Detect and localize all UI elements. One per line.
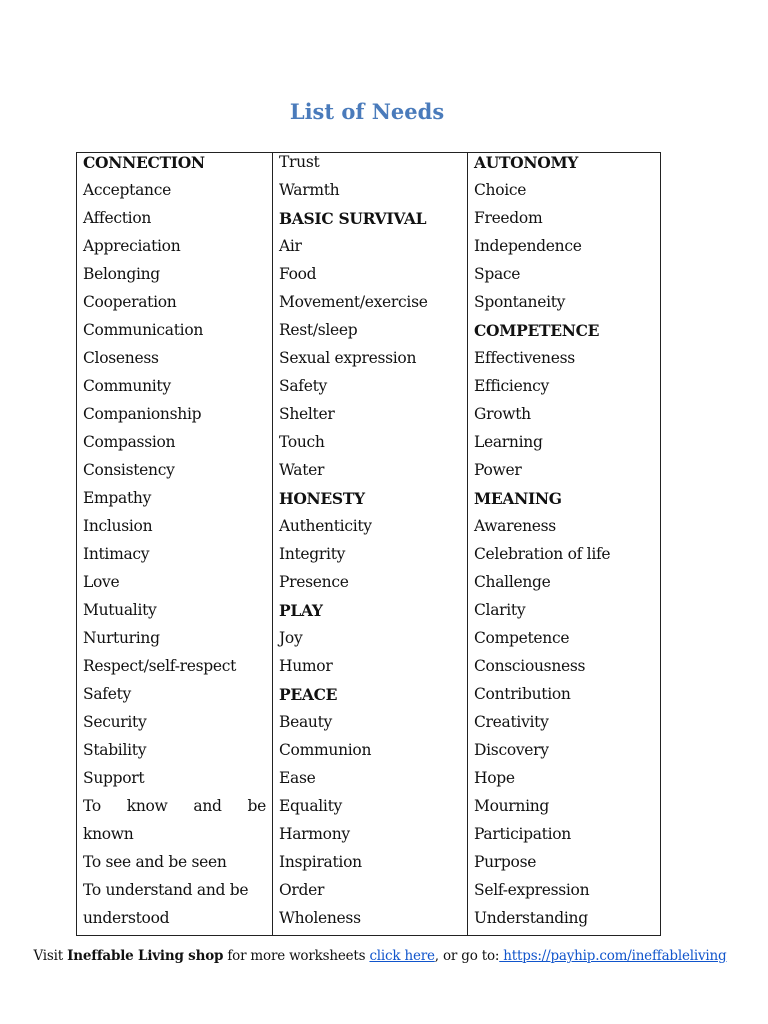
need-item: Contribution [474, 685, 571, 703]
need-item: Support [83, 769, 145, 787]
need-item: Affection [83, 209, 152, 227]
need-item: Communion [279, 741, 372, 759]
need-item: Belonging [83, 265, 160, 283]
need-item: Touch [279, 433, 325, 451]
need-item: Rest/sleep [279, 321, 358, 339]
need-item: Freedom [474, 209, 543, 227]
need-item: Presence [279, 573, 349, 591]
need-item: Ease [279, 769, 316, 787]
needs-column-3 [467, 153, 660, 935]
need-item: Joy [279, 629, 303, 647]
need-item: Communication [83, 321, 204, 339]
need-item: Power [474, 461, 522, 479]
need-item: Food [279, 265, 317, 283]
need-item [83, 797, 266, 825]
need-item: Order [279, 881, 325, 899]
need-item: Empathy [83, 489, 152, 507]
shop-name: Ineffable Living shop [67, 948, 224, 964]
need-item: Air [279, 237, 302, 255]
need-item: Purpose [474, 853, 537, 871]
needs-table [76, 152, 661, 936]
need-item: Love [83, 573, 120, 591]
need-item: Wholeness [279, 909, 361, 927]
category-heading: PLAY [279, 601, 323, 620]
need-item: Awareness [474, 517, 556, 535]
need-word: be [247, 797, 266, 815]
need-item: Humor [279, 657, 333, 675]
footer-note [0, 946, 760, 966]
need-item: Consciousness [474, 657, 586, 675]
need-item: Discovery [474, 741, 549, 759]
need-word: and [193, 797, 222, 815]
need-item: Closeness [83, 349, 159, 367]
need-item: Celebration of life [474, 545, 611, 563]
need-item: Understanding [474, 909, 588, 927]
need-item: Appreciation [83, 237, 181, 255]
need-item: Acceptance [83, 181, 171, 199]
need-item: Mourning [474, 797, 550, 815]
footer-more-text: for more worksheets [223, 948, 370, 964]
need-item: Community [83, 377, 171, 395]
need-item: Stability [83, 741, 147, 759]
need-item: Independence [474, 237, 582, 255]
need-item: Efficiency [474, 377, 549, 395]
need-item: Nurturing [83, 629, 160, 647]
need-item: Self-expression [474, 881, 590, 899]
need-word: know [126, 797, 168, 815]
need-item: Harmony [279, 825, 350, 843]
need-item: Cooperation [83, 293, 177, 311]
page-title: List of Needs [289, 99, 445, 124]
need-item: Warmth [279, 181, 340, 199]
payhip-url-link[interactable]: https://payhip.com/ineffableliving [499, 948, 727, 964]
need-item: Creativity [474, 713, 549, 731]
category-heading: MEANING [474, 489, 562, 508]
category-heading: PEACE [279, 685, 338, 704]
category-heading: CONNECTION [83, 153, 205, 172]
category-heading: AUTONOMY [474, 153, 579, 172]
need-item: Compassion [83, 433, 176, 451]
need-item: Learning [474, 433, 543, 451]
need-item: Inclusion [83, 517, 153, 535]
needs-column-1 [77, 153, 272, 935]
need-item: understood [83, 909, 170, 927]
category-heading: BASIC SURVIVAL [279, 209, 427, 228]
need-item: Trust [279, 153, 320, 171]
need-item: Intimacy [83, 545, 150, 563]
category-heading: HONESTY [279, 489, 365, 508]
need-item: Growth [474, 405, 531, 423]
need-item: Shelter [279, 405, 335, 423]
footer-or-text: , or go to: [434, 948, 500, 964]
need-item: Consistency [83, 461, 175, 479]
needs-column-2 [272, 153, 467, 935]
need-item: Clarity [474, 601, 526, 619]
need-item: Mutuality [83, 601, 157, 619]
need-item: Security [83, 713, 147, 731]
need-item: Beauty [279, 713, 332, 731]
need-item: Equality [279, 797, 342, 815]
need-item: Space [474, 265, 521, 283]
click-here-link[interactable]: click here [369, 948, 435, 964]
need-item: Challenge [474, 573, 551, 591]
need-item: Safety [83, 685, 131, 703]
need-item: Authenticity [279, 517, 372, 535]
need-item: Companionship [83, 405, 202, 423]
footer-visit-text: Visit [33, 948, 68, 964]
need-item: To see and be seen [83, 853, 227, 871]
need-item: Safety [279, 377, 327, 395]
need-item: known [83, 825, 134, 843]
category-heading: COMPETENCE [474, 321, 600, 340]
need-item: To understand and be [83, 881, 249, 899]
need-item: Spontaneity [474, 293, 566, 311]
need-item: Water [279, 461, 325, 479]
need-item: Sexual expression [279, 349, 417, 367]
need-item: Movement/exercise [279, 293, 428, 311]
need-item: Competence [474, 629, 570, 647]
need-item: Hope [474, 769, 515, 787]
need-word: To [83, 797, 101, 815]
need-item: Inspiration [279, 853, 362, 871]
need-item: Participation [474, 825, 571, 843]
need-item: Effectiveness [474, 349, 575, 367]
need-item: Respect/self-respect [83, 657, 237, 675]
need-item: Integrity [279, 545, 346, 563]
need-item: Choice [474, 181, 527, 199]
